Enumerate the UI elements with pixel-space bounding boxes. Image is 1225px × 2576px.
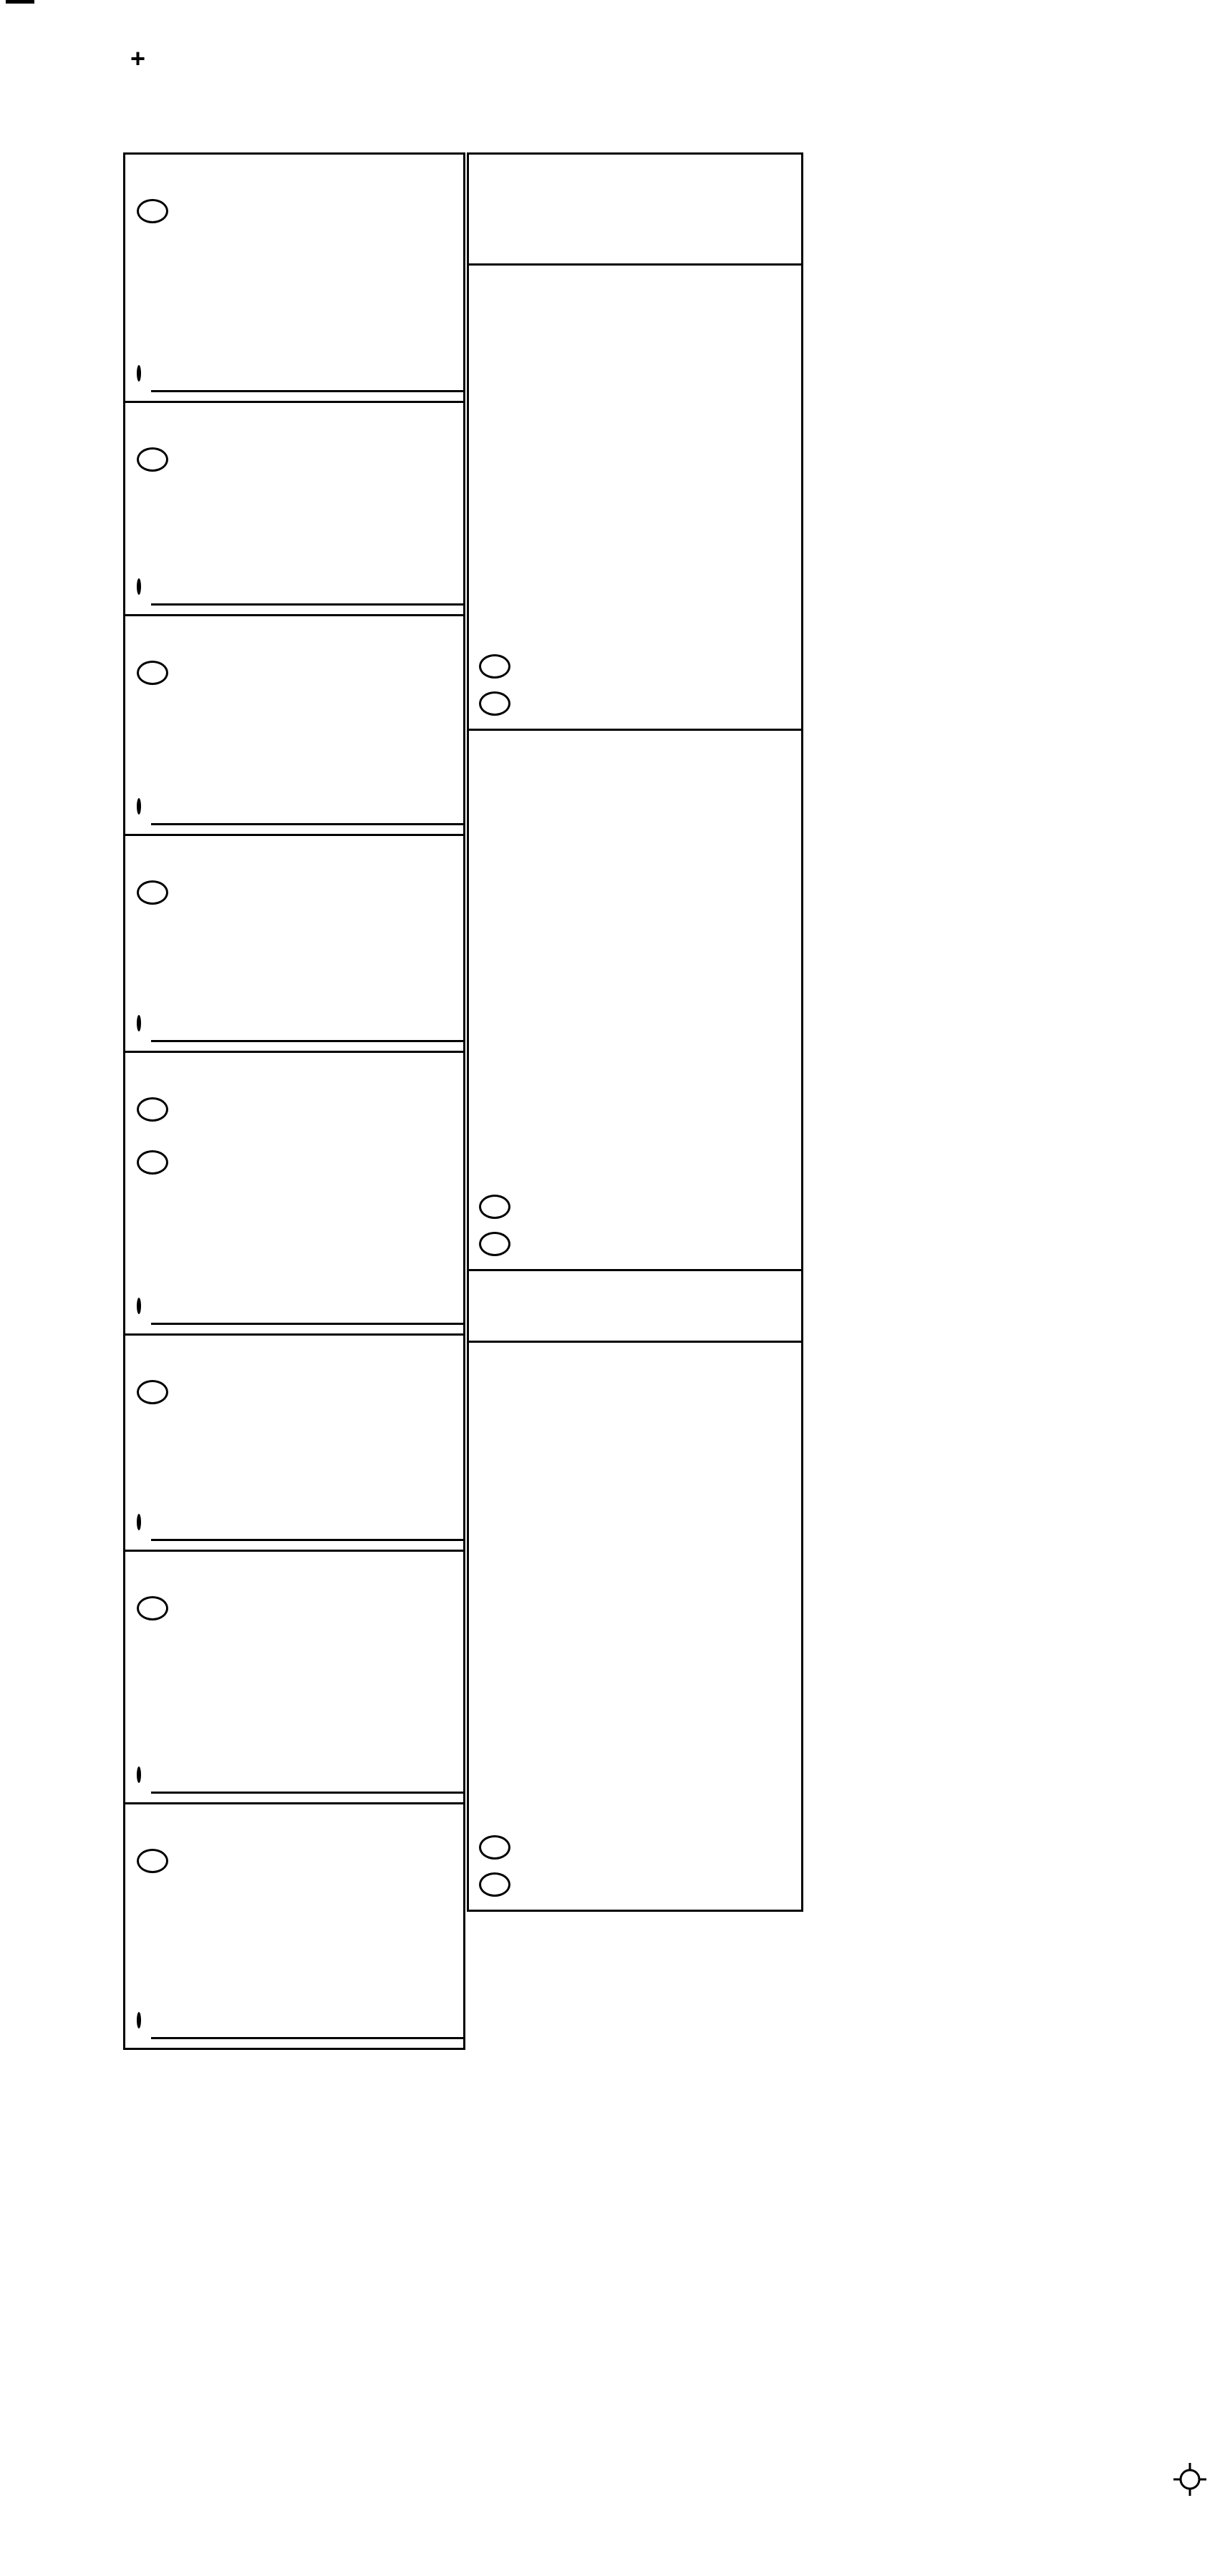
write-in-oval[interactable]	[137, 798, 141, 815]
contest-county-commissioner-district-1	[123, 1802, 465, 2050]
write-in-area[interactable]	[151, 1792, 463, 1802]
candidate-oval[interactable]	[137, 1380, 168, 1404]
write-in-oval-row	[137, 367, 463, 380]
candidate-oval[interactable]	[137, 880, 168, 905]
yes-oval[interactable]	[479, 1835, 510, 1860]
yes-choice-row	[479, 1195, 801, 1219]
no-choice-row	[479, 1872, 801, 1897]
corner-tick-mark	[6, 0, 34, 4]
candidate-oval[interactable]	[137, 1596, 168, 1620]
candidate-oval[interactable]	[137, 661, 168, 685]
candidate-row	[137, 195, 463, 223]
write-in-oval[interactable]	[137, 1015, 141, 1031]
write-in-oval-row	[137, 580, 463, 593]
contest-tax-commissioner	[123, 834, 465, 1053]
write-in-area[interactable]	[151, 603, 463, 614]
candidate-row	[137, 1146, 463, 1175]
no-oval[interactable]	[479, 1872, 510, 1897]
candidate-oval[interactable]	[137, 199, 168, 223]
write-in-oval-row	[137, 1516, 463, 1529]
candidate-row	[137, 656, 463, 685]
yes-oval[interactable]	[479, 1195, 510, 1219]
contest-county-commission-chairman	[123, 1550, 465, 1804]
write-in-area[interactable]	[151, 390, 463, 401]
write-in-oval[interactable]	[137, 1298, 141, 1314]
contest-sheriff	[123, 614, 465, 836]
contest-district-attorney	[123, 152, 465, 403]
amendment-1	[469, 263, 801, 729]
no-choice-row	[479, 691, 801, 716]
measures-column	[467, 152, 803, 1912]
write-in-oval-row	[137, 1300, 463, 1313]
yes-choice-row	[479, 1835, 801, 1860]
write-in-area[interactable]	[151, 1323, 463, 1333]
candidate-row	[137, 1376, 463, 1404]
candidate-oval[interactable]	[137, 1097, 168, 1122]
write-in-oval[interactable]	[137, 365, 141, 381]
amendments-header	[469, 155, 801, 263]
candidate-row	[137, 1093, 463, 1122]
write-in-area[interactable]	[151, 1539, 463, 1550]
contest-coroner	[123, 1051, 465, 1336]
no-oval[interactable]	[479, 691, 510, 716]
candidate-row	[137, 443, 463, 472]
amendment-2	[469, 729, 801, 1269]
write-in-oval[interactable]	[137, 2012, 141, 2028]
write-in-oval-row	[137, 1017, 463, 1030]
yes-oval[interactable]	[479, 654, 510, 679]
write-in-oval-row	[137, 2014, 463, 2027]
candidate-oval[interactable]	[137, 1849, 168, 1873]
yes-choice-row	[479, 654, 801, 679]
registration-plus-mark: +	[130, 44, 146, 73]
write-in-oval[interactable]	[137, 1766, 141, 1783]
candidate-oval[interactable]	[137, 447, 168, 472]
statewide-referendum-header	[469, 1269, 801, 1341]
contest-clerk-superior-court	[123, 401, 465, 616]
no-oval[interactable]	[479, 1232, 510, 1256]
referendum-a	[469, 1341, 801, 1910]
write-in-area[interactable]	[151, 2037, 463, 2048]
candidate-row	[137, 1592, 463, 1620]
candidate-oval[interactable]	[137, 1150, 168, 1175]
write-in-oval-row	[137, 800, 463, 813]
no-choice-row	[479, 1232, 801, 1256]
write-in-area[interactable]	[151, 823, 463, 834]
registration-crosshair-mark	[1171, 2461, 1209, 2498]
write-in-area[interactable]	[151, 1040, 463, 1051]
contest-solicitor-general	[123, 1333, 465, 1552]
write-in-oval[interactable]	[137, 578, 141, 595]
candidate-row	[137, 1844, 463, 1873]
write-in-oval[interactable]	[137, 1514, 141, 1530]
write-in-oval-row	[137, 1769, 463, 1782]
candidate-row	[137, 876, 463, 905]
